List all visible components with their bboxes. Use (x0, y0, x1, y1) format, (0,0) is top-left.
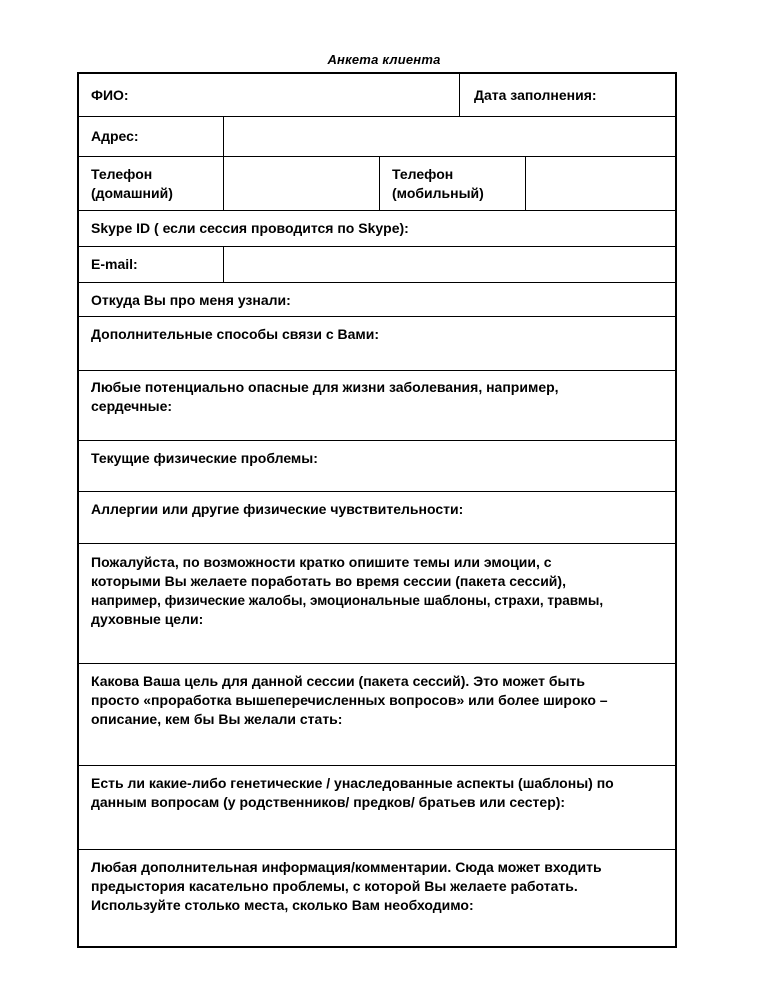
themes-label-line3: например, физические жалобы, эмоциональные шаблоны, страхи, травмы, (91, 593, 604, 608)
diseases-label-line1: Любые потенциально опасные для жизни заболевания, например, (91, 379, 559, 395)
row-extra[interactable] (79, 850, 675, 946)
extra-label-line3: Используйте столько места, сколько Вам необходимо: (91, 897, 474, 913)
email-input[interactable] (224, 247, 675, 282)
date-label: Дата заполнения: (474, 87, 597, 103)
source-label: Откуда Вы про меня узнали: (91, 292, 291, 308)
phone-home-label-cell (79, 157, 224, 210)
extra-label-line2: предыстория касательно проблемы, с которой Вы желаете работать. (91, 878, 578, 894)
goal-label-line1: Какова Ваша цель для данной сессии (пакета сессий). Это может быть (91, 673, 585, 689)
extra-label-line1: Любая дополнительная информация/комментарии. Сюда может входить (91, 859, 602, 875)
phone-home-label-line2: (домашний) (91, 185, 173, 201)
phone-home-label-line1: Телефон (91, 166, 153, 182)
row-physical[interactable] (79, 441, 675, 492)
fio-field[interactable] (79, 74, 460, 116)
row-fio (79, 74, 675, 117)
row-phones (79, 157, 675, 211)
address-input[interactable] (224, 117, 675, 156)
genetic-label-line2: данным вопросам (у родственников/ предков/ братьев или сестер): (91, 794, 566, 810)
email-label-cell (79, 247, 224, 282)
genetic-label-line1: Есть ли какие-либо генетические / унаследованные аспекты (шаблоны) по (91, 775, 614, 791)
row-other-contacts[interactable] (79, 317, 675, 371)
phone-home-input[interactable] (224, 157, 380, 210)
row-source[interactable] (79, 283, 675, 317)
date-field[interactable] (460, 74, 675, 116)
skype-label: Skype ID ( если сессия проводится по Skype): (91, 220, 409, 236)
phone-mobile-label-cell (380, 157, 526, 210)
row-allergies[interactable] (79, 492, 675, 544)
row-diseases[interactable] (79, 371, 675, 441)
themes-label-line1: Пожалуйста, по возможности кратко опишите темы или эмоции, с (91, 554, 552, 570)
diseases-label-line2: сердечные: (91, 398, 173, 414)
phone-mobile-input[interactable] (526, 157, 675, 210)
fio-label: ФИО: (91, 87, 129, 103)
themes-label-line4: духовные цели: (91, 611, 204, 627)
address-label-cell (79, 117, 224, 156)
row-themes[interactable] (79, 544, 675, 664)
email-label: E-mail: (91, 256, 138, 272)
phone-mobile-label-line2: (мобильный) (392, 185, 484, 201)
phone-mobile-label-line1: Телефон (392, 166, 454, 182)
physical-label: Текущие физические проблемы: (91, 450, 318, 466)
row-email (79, 247, 675, 283)
form-title: Анкета клиента (327, 52, 441, 67)
allergies-label: Аллергии или другие физические чувствительности: (91, 501, 464, 517)
row-address (79, 117, 675, 157)
themes-label-line2: которыми Вы желаете поработать во время сессии (пакета сессий), (91, 573, 566, 589)
client-questionnaire-form (77, 72, 677, 948)
other-contacts-label: Дополнительные способы связи с Вами: (91, 326, 380, 342)
row-goal[interactable] (79, 664, 675, 766)
goal-label-line2: просто «проработка вышеперечисленных вопросов» или более широко – (91, 692, 608, 708)
row-skype[interactable] (79, 211, 675, 247)
goal-label-line3: описание, кем бы Вы желали стать: (91, 711, 343, 727)
row-genetic[interactable] (79, 766, 675, 850)
address-label: Адрес: (91, 128, 139, 144)
